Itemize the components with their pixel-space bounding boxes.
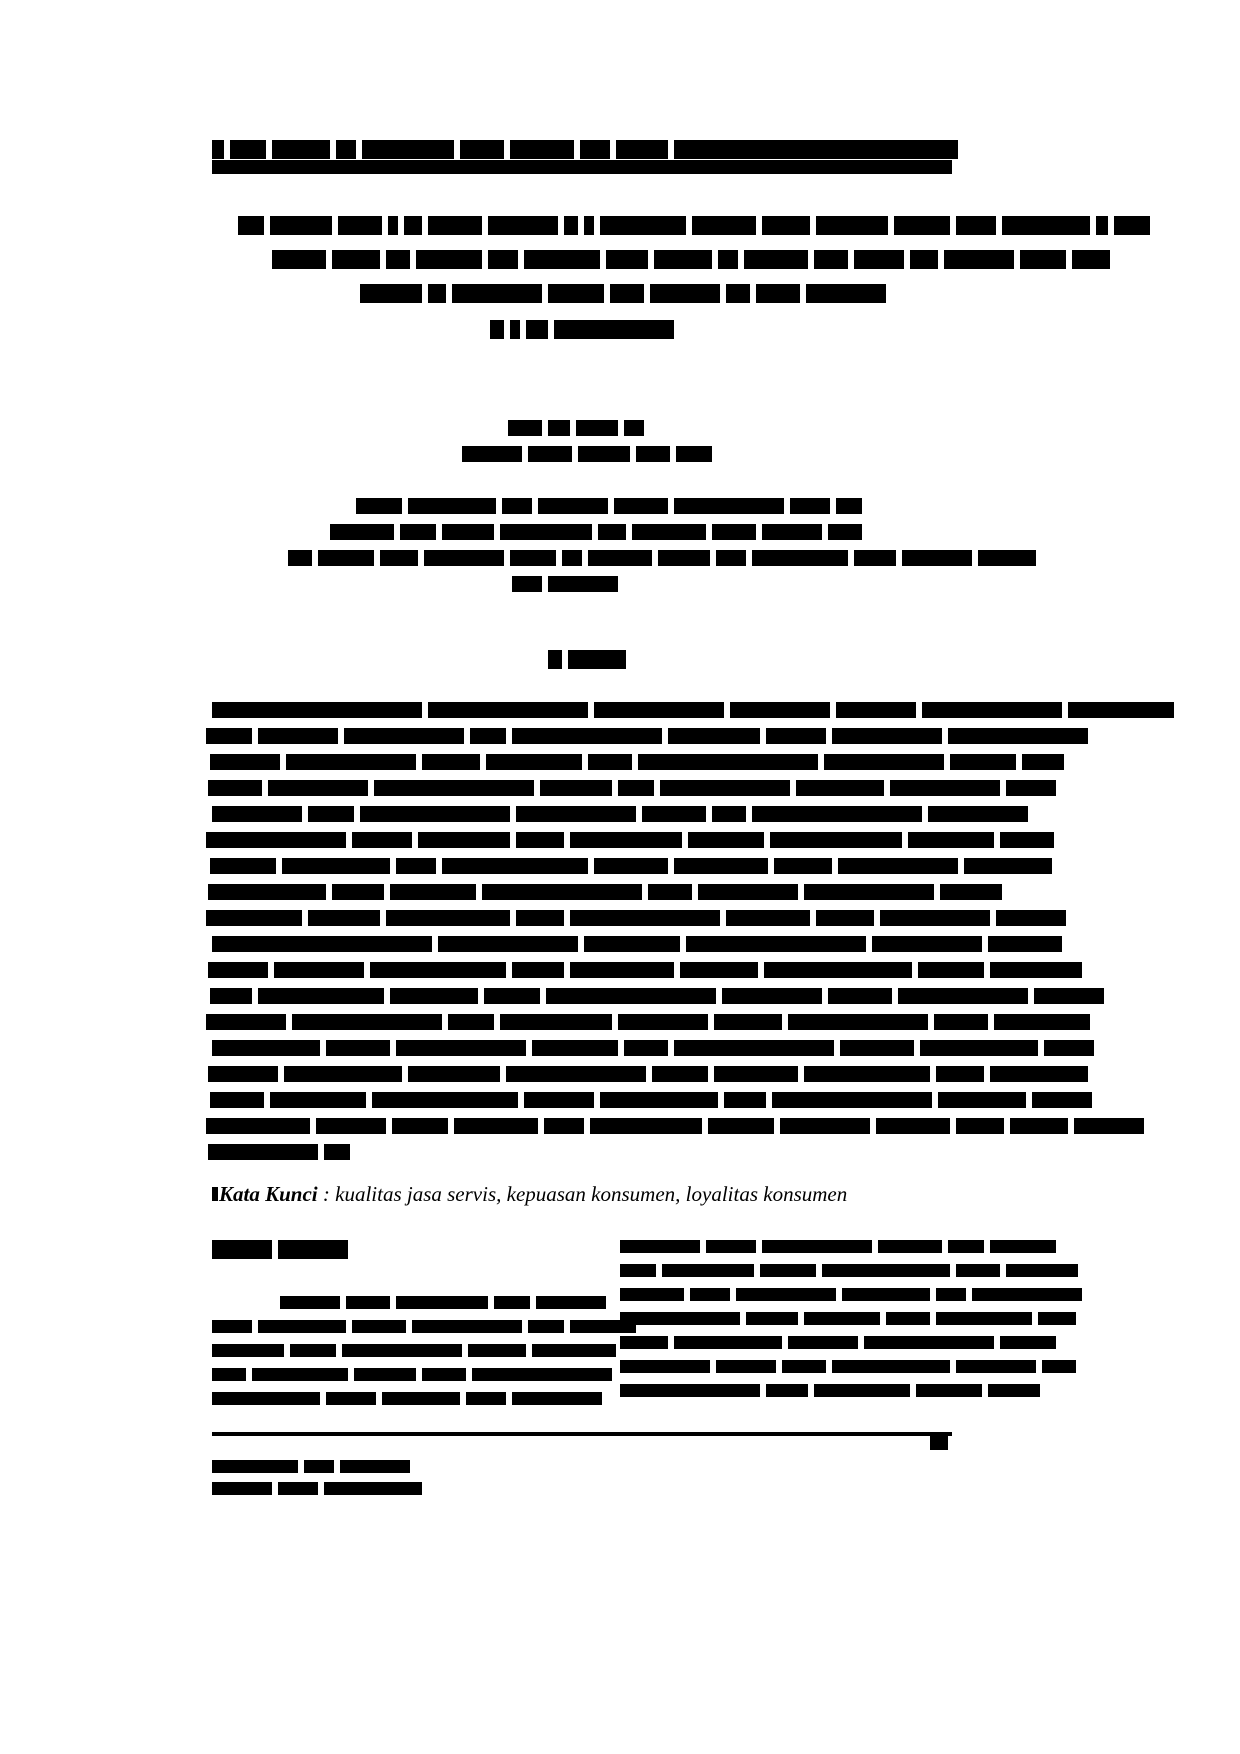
keywords-terms: kualitas jasa servis, kepuasan konsumen, loyalitas konsumen [335,1182,848,1206]
keywords-label: Kata Kunci [219,1182,318,1206]
footer-rule [212,1432,952,1436]
left-column-heading [212,1240,354,1259]
keywords-line [212,1182,1032,1207]
keywords-separator: : [317,1182,336,1206]
keywords-lead-mark [212,1187,218,1201]
